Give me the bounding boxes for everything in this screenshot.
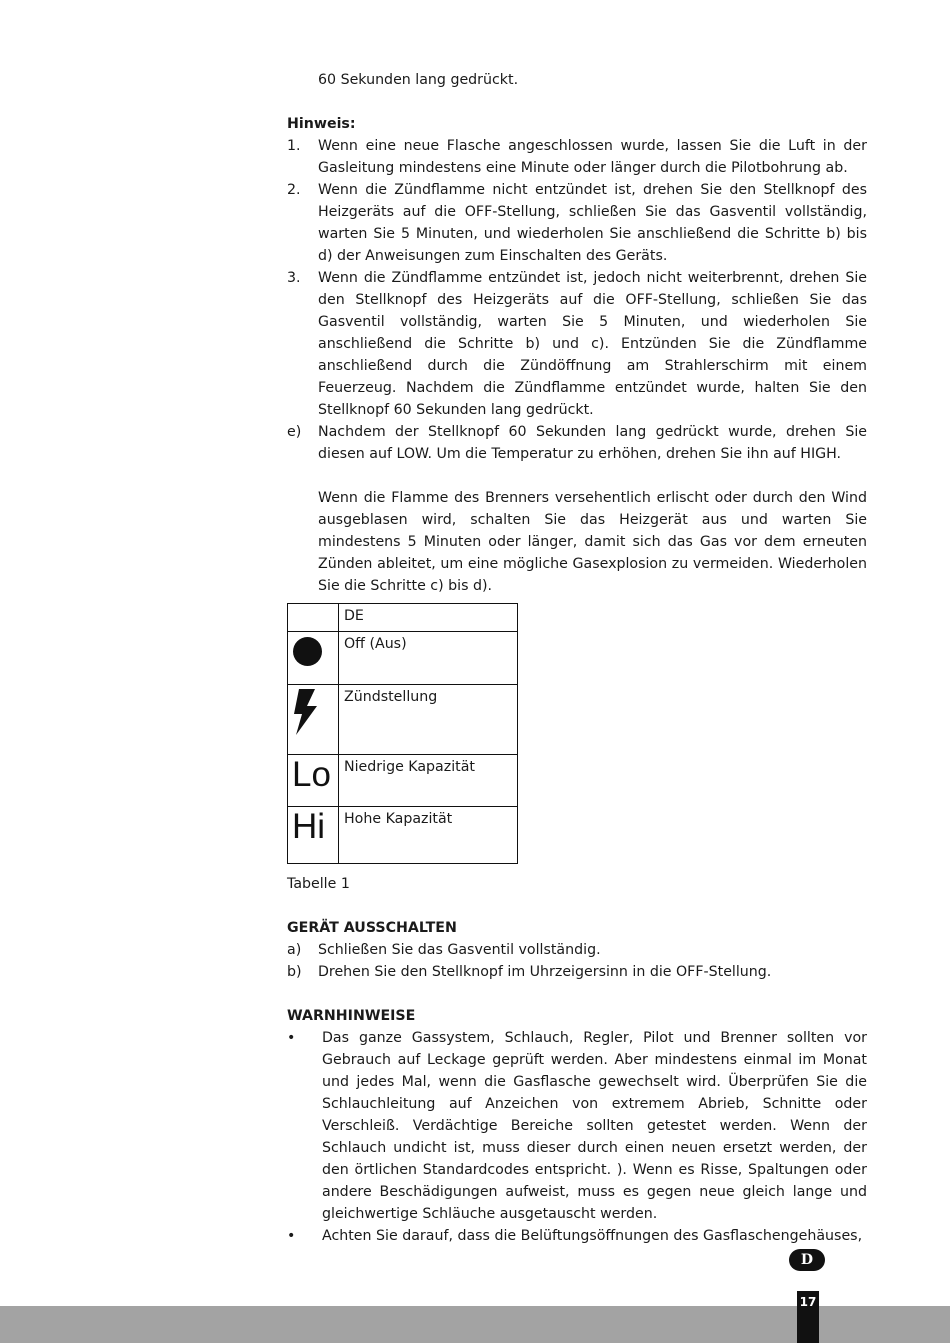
list-text: Drehen Sie den Stellknopf im Uhrzeigersinn in die OFF-Stellung.	[318, 964, 772, 980]
table-cell: Hohe Kapazität	[339, 807, 518, 864]
table-cell: Niedrige Kapazität	[339, 755, 518, 807]
list-text: Wenn die Zündflamme entzündet ist, jedoch nicht weiterbrennt, drehen Sie den Stellknopf des Heizgeräts auf die OFF-Stellung, schließen Sie das Gasventil vollständig, warten Sie 5 Minuten, und wiederholen Sie anschließend die Schritte b) und c). Entzünden Sie die Zündflamme anschließend durch die Zündöffnung am Strahlerschirm mit einem Feuerzeug. Nachdem die Zündflamme entzündet wurde, halten Sie den Stellknopf 60 Sekunden lang gedrückt.	[318, 270, 867, 418]
table-cell: Zündstellung	[339, 685, 518, 755]
page-number: 17	[797, 1291, 819, 1343]
lightning-bolt-icon	[293, 689, 319, 735]
list-marker: a)	[287, 942, 302, 958]
list-item	[287, 179, 867, 267]
list-marker: 1.	[287, 138, 301, 154]
list-item	[287, 1027, 867, 1225]
table-row	[288, 807, 518, 864]
lo-symbol: Lo	[292, 755, 331, 794]
list-marker: b)	[287, 964, 302, 980]
hi-symbol: Hi	[292, 807, 326, 846]
hinweis-heading: Hinweis:	[287, 116, 356, 132]
list-item	[287, 939, 867, 961]
list-marker: e)	[287, 424, 302, 440]
table-row	[288, 685, 518, 755]
list-item	[287, 135, 867, 179]
language-badge: D	[789, 1249, 825, 1271]
table-row	[288, 632, 518, 685]
list-text: Achten Sie darauf, dass die Belüftungsöffnungen des Gasflaschengehäuses,	[322, 1228, 863, 1244]
list-text: Wenn die Zündflamme nicht entzündet ist, drehen Sie den Stellknopf des Heizgeräts auf die OFF-Stellung, schließen Sie das Gasventil vollständig, warten Sie 5 Minuten, und wiederholen Sie anschließend die Schritte b) bis d) der Anweisungen zum Einschalten des Geräts.	[318, 182, 867, 264]
list-item	[287, 961, 867, 983]
intro-line: 60 Sekunden lang gedrückt.	[318, 72, 519, 88]
table-cell: Off (Aus)	[339, 632, 518, 685]
warnhinweise-heading: WARNHINWEISE	[287, 1008, 416, 1024]
list-text: Das ganze Gassystem, Schlauch, Regler, Pilot und Brenner sollten vor Gebrauch auf Leckage geprüft werden. Aber mindestens einmal im Monat und jedes Mal, wenn die Gasflasche gewechselt wird. Überprüfen Sie die Schlauchleitung auf Anzeichen von extremem Abrieb, Schnitte oder Verschleiß. Verdächtige Bereiche sollten getestet werden. Wenn der Schlauch undicht ist, muss dieser durch einen neuen ersetzt werden, der den örtlichen Standardcodes entspricht. ). Wenn es Risse, Spaltungen oder andere Beschädigungen aufweist, muss es gegen neue gleich lange und gleichwertige Schläuche ausgetauscht werden.	[322, 1030, 867, 1222]
list-marker: 3.	[287, 270, 301, 286]
symbol-table	[287, 603, 518, 864]
list-text: Wenn eine neue Flasche angeschlossen wurde, lassen Sie die Luft in der Gasleitung mindestens eine Minute oder länger durch die Pilotbohrung ab.	[318, 138, 867, 176]
table-row	[288, 604, 518, 632]
table-header: DE	[339, 604, 518, 632]
table-caption: Tabelle 1	[287, 876, 350, 892]
filled-circle-icon	[293, 637, 322, 666]
list-item	[287, 421, 867, 465]
table-row	[288, 755, 518, 807]
list-item	[287, 267, 867, 421]
ausschalten-heading: GERÄT AUSSCHALTEN	[287, 920, 457, 936]
bullet-marker: •	[287, 1030, 296, 1046]
list-item	[287, 1225, 867, 1247]
list-text: Nachdem der Stellknopf 60 Sekunden lang gedrückt wurde, drehen Sie diesen auf LOW. Um die Temperatur zu erhöhen, drehen Sie ihn auf HIGH.	[318, 424, 867, 462]
list-text: Schließen Sie das Gasventil vollständig.	[318, 942, 601, 958]
bullet-marker: •	[287, 1228, 296, 1244]
list-marker: 2.	[287, 182, 301, 198]
flame-paragraph: Wenn die Flamme des Brenners versehentlich erlischt oder durch den Wind ausgeblasen wird, schalten Sie das Heizgerät aus und warten Sie mindestens 5 Minuten oder länger, damit sich das Gas vor dem erneuten Zünden ableitet, um eine mögliche Gasexplosion zu vermeiden. Wiederholen Sie die Schritte c) bis d).	[318, 490, 867, 594]
hinweis-list	[287, 135, 867, 465]
page-content	[287, 69, 867, 1247]
